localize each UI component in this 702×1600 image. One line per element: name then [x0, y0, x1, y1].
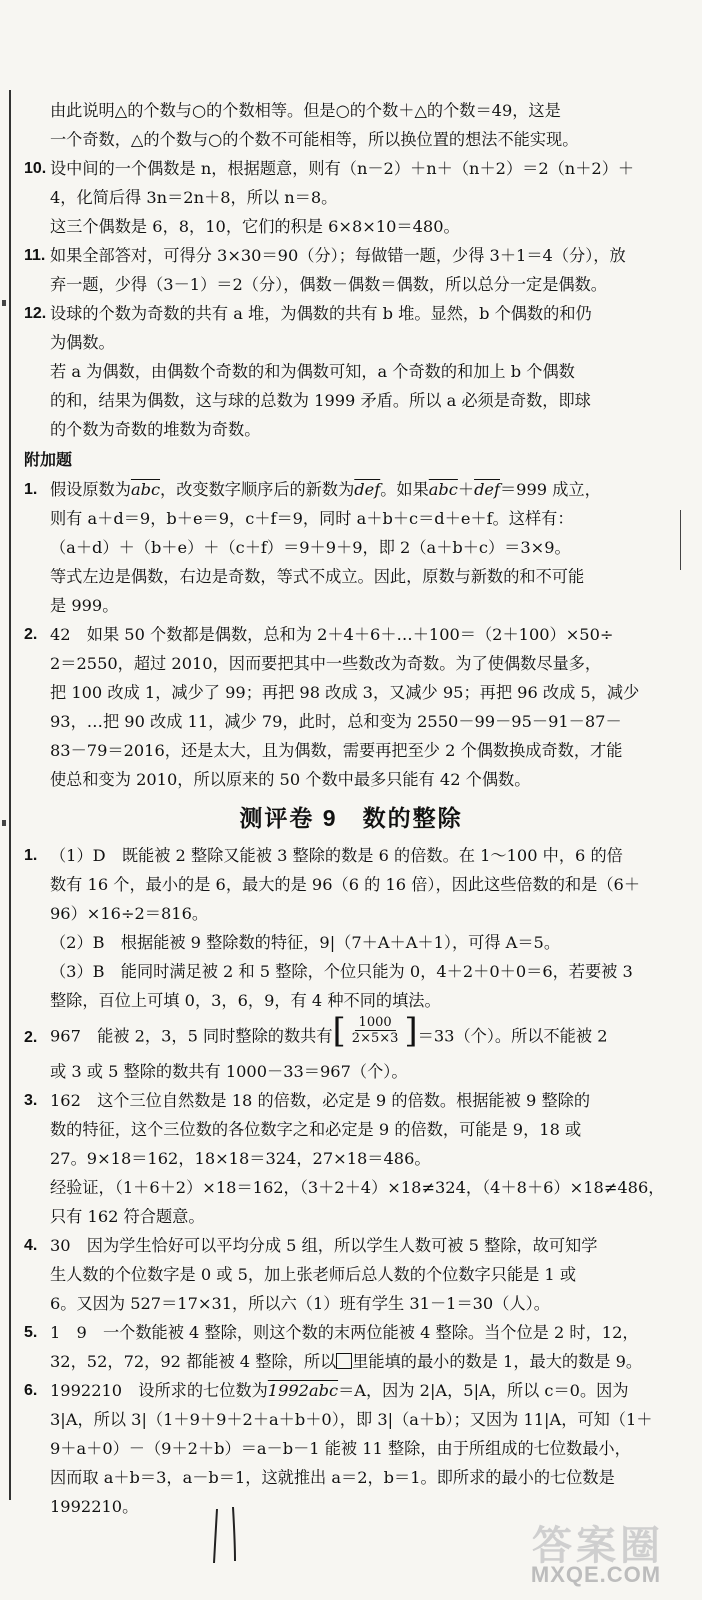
- text-line: 3|A，所以 3|（1＋9＋9＋2＋a＋b＋0），即 3|（a＋b）；又因为 11|A，可知（1＋: [50, 1409, 653, 1429]
- text-span: ＝999 成立，: [500, 480, 601, 499]
- extra-answer-2: [24, 620, 678, 794]
- text-line: [50, 1347, 678, 1376]
- text-span: 967 能被 2，3，5 同时整除的数共有: [50, 1026, 333, 1046]
- text-line: 2＝2550，超过 2010，因而要把其中一些数改为奇数。为了使偶数尽量多，: [50, 654, 602, 673]
- text-line: 162 这个三位自然数是 18 的倍数，必定是 9 的倍数。根据能被 9 整除的: [50, 1090, 591, 1110]
- text-line: （3）B 能同时满足被 2 和 5 整除，个位只能为 0，4＋2＋0＋0＝6，若要被 3: [50, 962, 633, 981]
- fraction: [348, 1015, 403, 1046]
- text-line: 整除，百位上可填 0，3，6，9，有 4 种不同的填法。: [50, 991, 441, 1010]
- text-line: [50, 1376, 678, 1405]
- text-line: 设中间的一个偶数是 n，根据题意，则有（n－2）＋n＋（n＋2）＝2（n＋2）＋: [50, 159, 635, 178]
- watermark-logo: 答案圈: [532, 1524, 664, 1568]
- answer-s3: [24, 1086, 678, 1231]
- answer-number: 6.: [24, 1381, 38, 1399]
- text-line: 弃一题，少得（3－1）＝2（分），偶数－偶数＝偶数，所以总分一定是偶数。: [50, 275, 607, 294]
- text-line: 由此说明△的个数与○的个数相等。但是○的个数＋△的个数＝49，这是: [50, 101, 561, 120]
- answer-number: 4.: [24, 1236, 38, 1254]
- answer-number: 10.: [24, 160, 47, 177]
- answer-number: 12.: [24, 305, 47, 322]
- text-line: 的和，结果为偶数，这与球的总数为 1999 矛盾。所以 a 必须是奇数，即球: [50, 391, 591, 410]
- text-line: 等式左边是偶数，右边是奇数，等式不成立。因此，原数与新数的和不可能: [50, 567, 585, 586]
- answer-12: [24, 299, 678, 444]
- text-line: [50, 1010, 678, 1057]
- text-span: ＝A，因为 2|A，5|A，所以 c＝0。因为: [338, 1380, 629, 1400]
- section-title: 测评卷 9 数的整除: [239, 805, 463, 831]
- answer-s4: [24, 1231, 678, 1318]
- text-line: （1）D 既能被 2 整除又能被 3 整除的数是 6 的倍数。在 1～100 中，6 的倍: [50, 846, 623, 865]
- text-span: ＋: [457, 480, 475, 499]
- blank-box-icon: [336, 1353, 352, 1369]
- answer-s1: [24, 841, 678, 1015]
- margin-tick: [680, 510, 681, 570]
- overline-abc: $\overline{abc}$: [130, 480, 161, 499]
- fraction-numerator: 1000: [355, 1015, 396, 1031]
- text-line: 设球的个数为奇数的共有 a 堆，为偶数的共有 b 堆。显然，b 个偶数的和仍: [50, 304, 592, 323]
- text-span: 假设原数为: [50, 480, 131, 499]
- answer-number: 3.: [24, 1091, 38, 1109]
- text-span: 。如果: [380, 480, 429, 499]
- text-line: 1 9 一个数能被 4 整除，则这个数的末两位能被 4 整除。当个位是 2 时，12，: [50, 1322, 639, 1342]
- text-line: 因而取 a＋b＝3，a－b＝1，这就推出 a＝2，b＝1。即所求的最小的七位数是: [50, 1467, 615, 1487]
- text-line: 9＋a＋0）－（9＋2＋b）＝a－b－1 能被 11 整除，由于所组成的七位数最小，: [50, 1438, 631, 1458]
- overline-number: 1992abc: [267, 1380, 339, 1400]
- text-line: 27。9×18＝162，18×18＝324，27×18＝486。: [50, 1148, 431, 1168]
- text-line: 如果全部答对，可得分 3×30＝90（分）；每做错一题，少得 3＋1＝4（分），放: [50, 246, 626, 265]
- text-line: 若 a 为偶数，由偶数个奇数的和为偶数可知，a 个奇数的和加上 b 个偶数: [50, 362, 575, 381]
- text-line: 为偶数。: [50, 333, 115, 352]
- text-line: 42 如果 50 个数都是偶数，总和为 2＋4＋6＋…＋100＝（2＋100）×50÷: [50, 625, 614, 644]
- text-span: 里能填的最小的数是 1，最大的数是 9。: [352, 1351, 643, 1371]
- text-line: 一个奇数，△的个数与○的个数不可能相等，所以换位置的想法不能实现。: [50, 130, 579, 149]
- text-line: 是 999。: [50, 596, 119, 615]
- text-line: 数有 16 个，最小的是 6，最大的是 96（6 的 16 倍），因此这些倍数的和是（6＋: [50, 875, 641, 894]
- overline-abc: $\overline{abc}$: [428, 480, 458, 499]
- answer-s5: [24, 1318, 678, 1376]
- answer-number: 1.: [24, 847, 38, 864]
- text-line: 只有 162 符合题意。: [50, 1206, 205, 1226]
- site-watermark: [496, 1512, 696, 1592]
- text-line: 30 因为学生恰好可以平均分成 5 组，所以学生人数可被 5 整除，故可知学: [50, 1235, 598, 1255]
- answer-10: [24, 154, 678, 241]
- text-line: 使总和变为 2010，所以原来的 50 个数中最多只能有 42 个偶数。: [50, 770, 531, 789]
- text-line: 或 3 或 5 整除的数共有 1000－33＝967（个）。: [50, 1061, 408, 1081]
- text-line: 则有 a＋d＝9，b＋e＝9，c＋f＝9，同时 a＋b＋c＝d＋e＋f。这样有：: [50, 509, 574, 528]
- answer-number: 11.: [24, 247, 46, 264]
- left-bracket: [: [332, 1010, 346, 1051]
- fraction-denominator: 2×5×3: [351, 1031, 399, 1046]
- text-line: （2）B 根据能被 9 整除数的特征，9|（7＋A＋A＋1），可得 A＝5。: [50, 933, 561, 952]
- margin-tick: [2, 300, 6, 306]
- floor-fraction: [332, 1010, 418, 1051]
- answer-number: 2.: [24, 626, 38, 643]
- text-line: 1992210。: [50, 1496, 139, 1516]
- text-span: ，改变数字顺序后的新数为: [160, 480, 355, 499]
- text-line: （a＋d）＋（b＋e）＋（c＋f）＝9＋9＋9，即 2（a＋b＋c）＝3×9。: [50, 538, 571, 557]
- answer-11: [24, 241, 678, 299]
- text-line: 把 100 改成 1，减少了 99；再把 98 改成 3，又减少 95；再把 96 改成 5，减少: [50, 683, 640, 702]
- handwritten-page-number-icon: [205, 1505, 245, 1565]
- answer-number: 1.: [24, 481, 38, 498]
- text-line: 这三个偶数是 6，8，10，它们的积是 6×8×10＝480。: [50, 217, 460, 236]
- text-line: 93，…把 90 改成 11，减少 79，此时，总和变为 2550－99－95－91－87－: [50, 712, 622, 731]
- text-line: 83－79＝2016，还是太大，且为偶数，需要再把至少 2 个偶数换成奇数，才能: [50, 741, 623, 760]
- watermark-url: MXQE.COM: [530, 1562, 662, 1587]
- text-line: 经验证，（1＋6＋2）×18＝162，（3＋2＋4）×18≠324，（4＋8＋6）×18≠486，: [50, 1177, 665, 1197]
- left-margin-rule: [9, 90, 11, 1500]
- text-span: 1992210 设所求的七位数为: [50, 1380, 268, 1400]
- text-span: ＝33（个）。所以不能被 2: [417, 1026, 608, 1046]
- answer-s2: [24, 1010, 678, 1086]
- text-line: 数的特征，这个三位数的各位数字之和必定是 9 的倍数，可能是 9，18 或: [50, 1119, 582, 1139]
- answer-content: [24, 96, 678, 1521]
- answer-number: 5.: [24, 1323, 38, 1341]
- text-line: 6。又因为 527＝17×31，所以六（1）班有学生 31－1＝30（人）。: [50, 1293, 550, 1313]
- right-bracket: ]: [404, 1010, 418, 1051]
- overline-def: $\overline{def}$: [354, 480, 381, 499]
- extra-answer-1: [24, 475, 678, 620]
- text-line: 96）×16÷2＝816。: [50, 904, 209, 923]
- margin-tick: [2, 820, 6, 826]
- text-line: [50, 475, 678, 504]
- text-span: 32，52，72，92 都能被 4 整除，所以: [50, 1351, 337, 1371]
- answer-s6: [24, 1376, 678, 1521]
- text-line: 生人数的个位数字是 0 或 5，加上张老师后总人数的个位数字只能是 1 或: [50, 1264, 577, 1284]
- overline-def: $\overline{def}$: [474, 480, 500, 499]
- answer-number: 2.: [24, 1029, 38, 1046]
- text-line: 4，化简后得 3n＝2n＋8，所以 n＝8。: [50, 188, 338, 207]
- text-line: 的个数为奇数的堆数为奇数。: [50, 420, 261, 439]
- section-heading-extra: 附加题: [24, 452, 73, 469]
